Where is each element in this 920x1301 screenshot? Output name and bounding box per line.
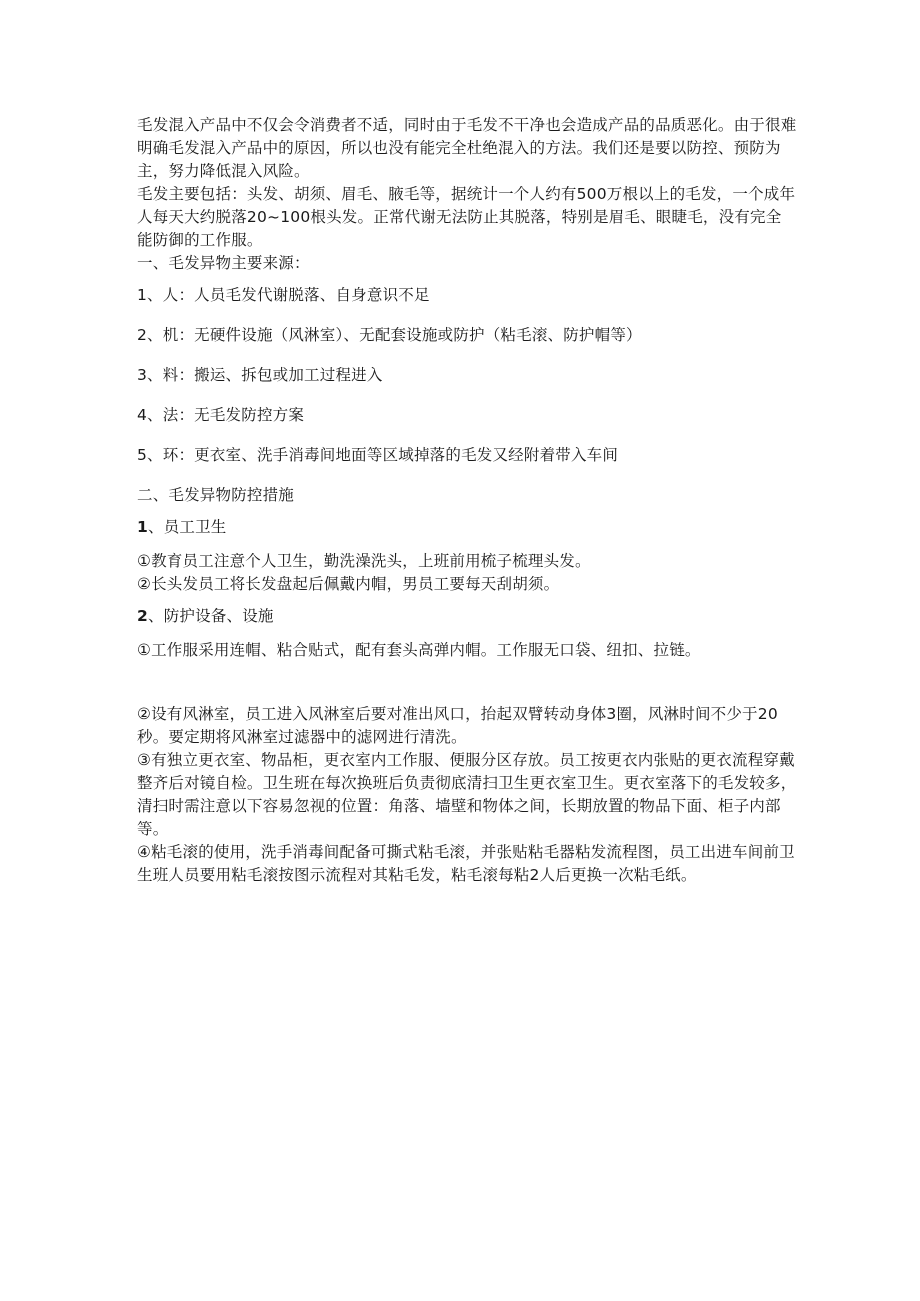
source-item-material: 3、料：搬运、拆包或加工过程进入 — [137, 366, 383, 384]
intro-paragraph-1: 毛发混入产品中不仅会令消费者不适，同时由于毛发不干净也会造成产品的品质恶化。由于很难明确毛发混入产品中的原因，所以也没有能完全杜绝混入的方法。我们还是要以防控、预防为主，努力降低混入风险。 — [137, 116, 797, 180]
source-item-method: 4、法：无毛发防控方案 — [137, 406, 305, 424]
section-2-title: 二、毛发异物防控措施 — [137, 486, 295, 504]
subsection-2-title — [137, 605, 797, 628]
intro-paragraph-2: 毛发主要包括：头发、胡须、眉毛、腋毛等，据统计一个人约有500万根以上的毛发，一个成年人每天大约脱落20~100根头发。正常代谢无法防止其脱落，特别是眉毛、眼睫毛，没有完全能防御的工作服。 — [137, 185, 796, 249]
equipment-item-4: ④粘毛滚的使用，洗手消毒间配备可撕式粘毛滚，并张贴粘毛器粘发流程图，员工出进车间前卫生班人员要用粘毛滚按图示流程对其粘毛发，粘毛滚每粘2人后更换一次粘毛纸。 — [137, 843, 795, 884]
source-item-machine: 2、机：无硬件设施（风淋室）、无配套设施或防护（粘毛滚、防护帽等） — [137, 326, 642, 344]
subsection-2-text: 、防护设备、设施 — [148, 607, 274, 625]
equipment-item-2: ②设有风淋室，员工进入风淋室后要对准出风口，抬起双臂转动身体3圈，风淋时间不少于20秒。要定期将风淋室过滤器中的滤网进行清洗。 — [137, 705, 778, 746]
subsection-1-title — [137, 516, 797, 539]
section-1-title: 一、毛发异物主要来源： — [137, 254, 310, 272]
equipment-item-3: ③有独立更衣室、物品柜，更衣室内工作服、便服分区存放。员工按更衣内张贴的更衣流程穿戴整齐后对镜自检。卫生班在每次换班后负责彻底清扫卫生更衣室卫生。更衣室落下的毛发较多，清扫时需注意以下容易忽视的位置：角落、墙壁和物体之间，长期放置的物品下面、柜子内部等。 — [137, 751, 797, 838]
subsection-1-number: 1 — [137, 518, 148, 536]
source-item-person: 1、人：人员毛发代谢脱落、自身意识不足 — [137, 286, 430, 304]
document-body — [137, 114, 797, 887]
source-item-environment: 5、环：更衣室、洗手消毒间地面等区域掉落的毛发又经附着带入车间 — [137, 446, 619, 464]
hygiene-item-1: ①教育员工注意个人卫生，勤洗澡洗头，上班前用梳子梳理头发。 — [137, 552, 591, 570]
hygiene-item-2: ②长头发员工将长发盘起后佩戴内帽，男员工要每天刮胡须。 — [137, 575, 560, 593]
subsection-1-text: 、员工卫生 — [148, 518, 227, 536]
equipment-item-1: ①工作服采用连帽、粘合贴式，配有套头高弹内帽。工作服无口袋、纽扣、拉链。 — [137, 641, 701, 659]
subsection-2-number: 2 — [137, 607, 148, 625]
